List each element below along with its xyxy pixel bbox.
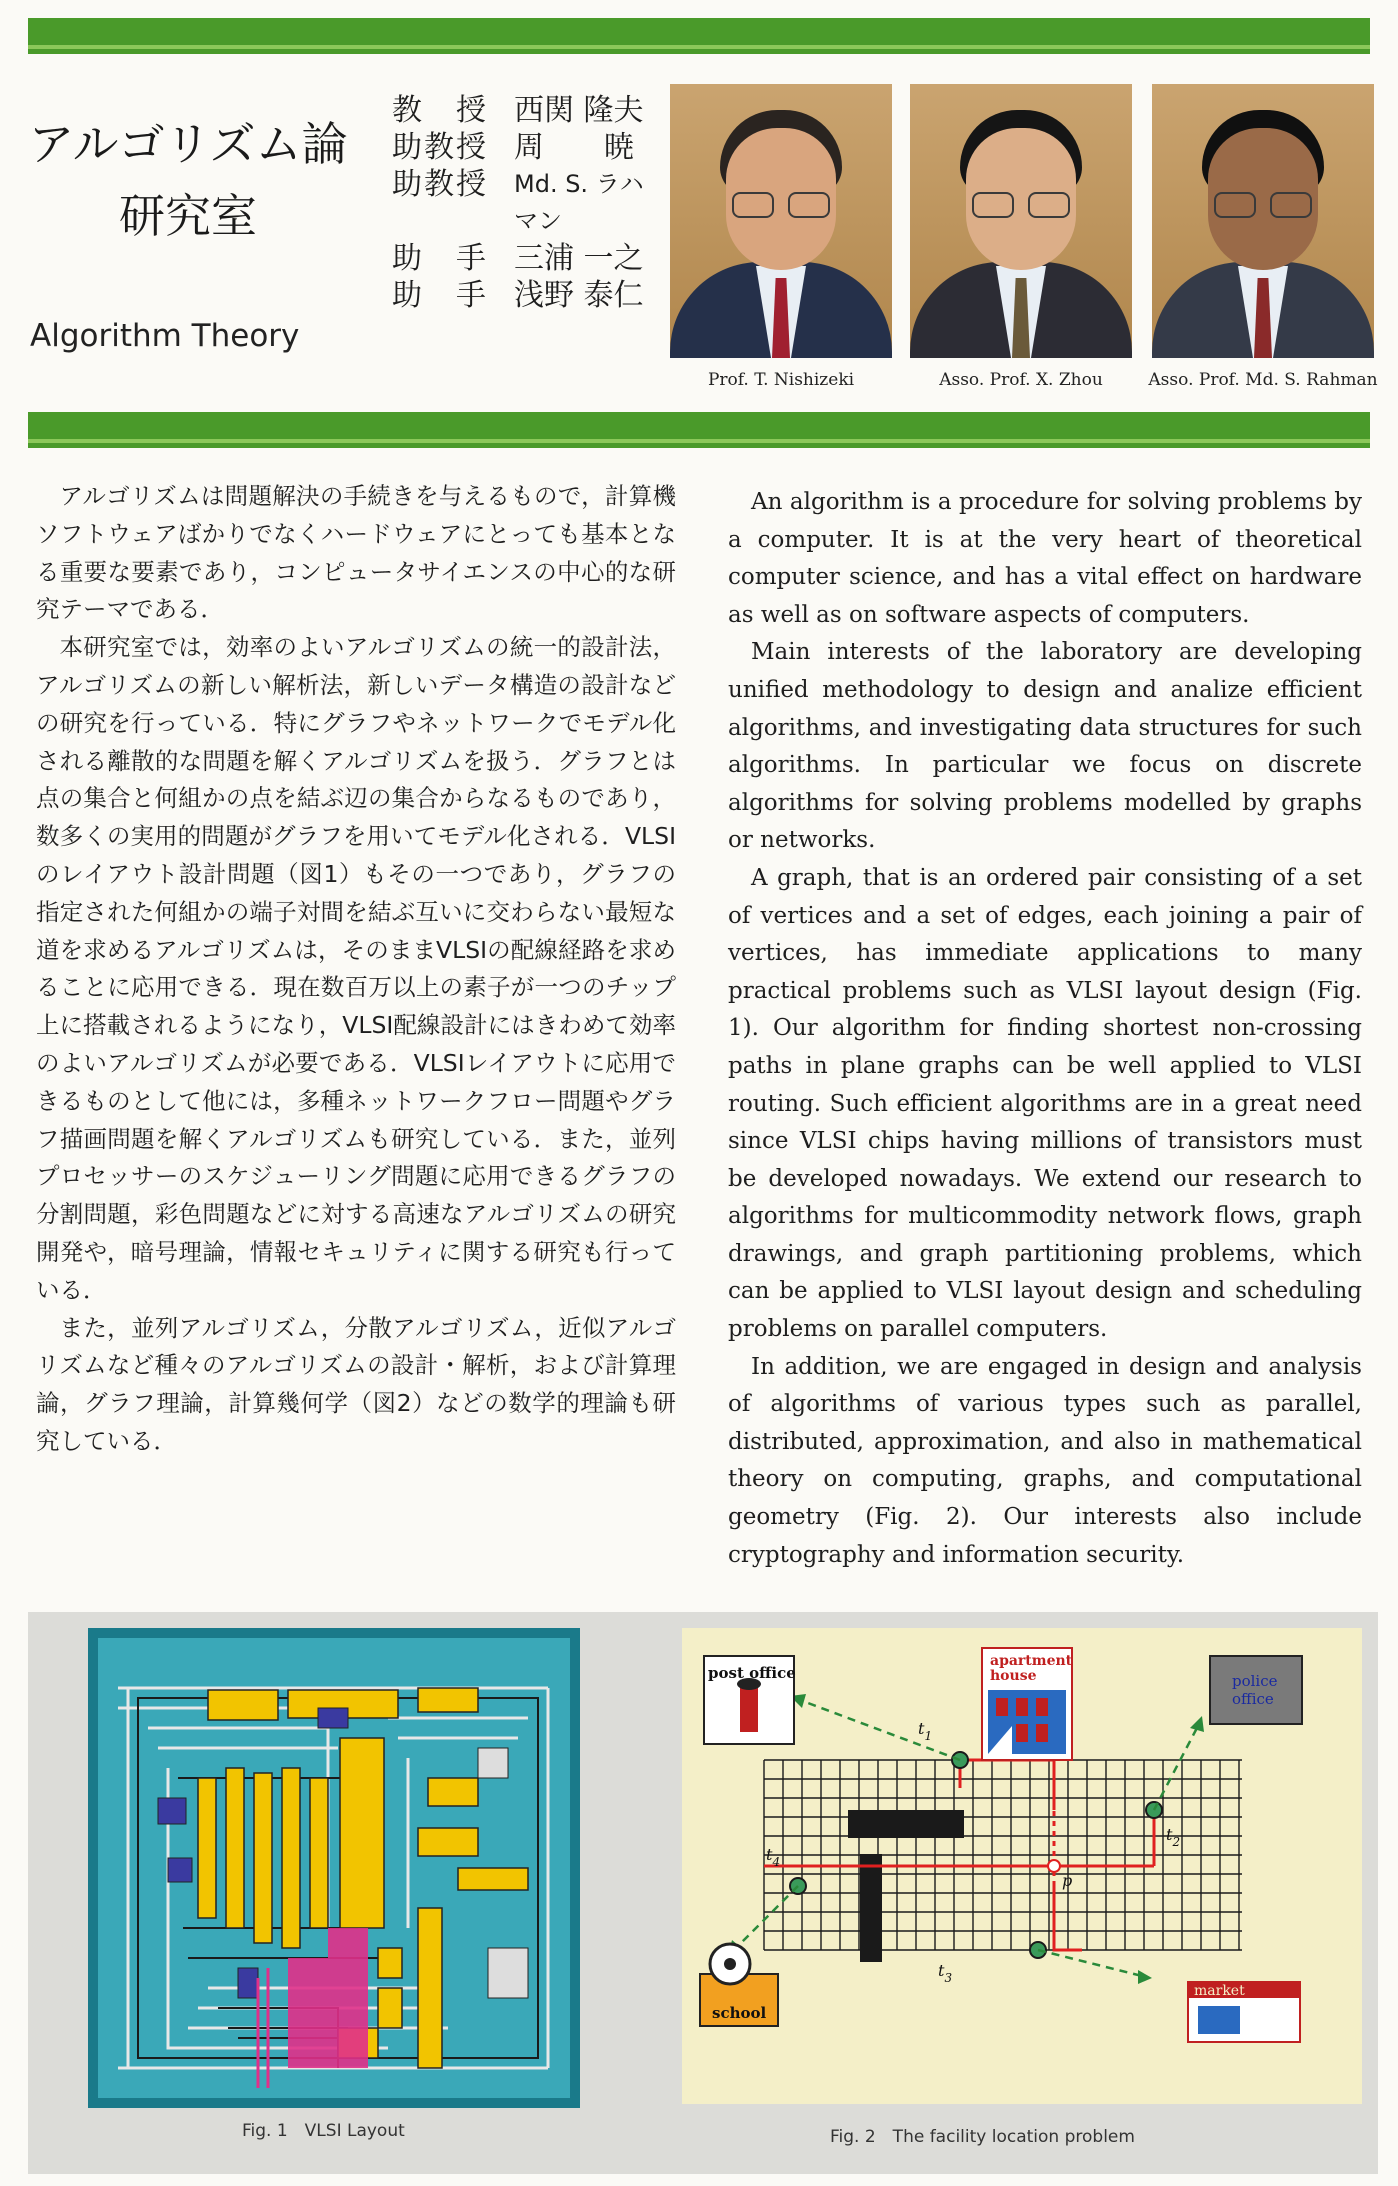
- apartment-label-line: apartment: [990, 1653, 1073, 1669]
- market-label: market: [1194, 1983, 1245, 1999]
- staff-position: 助教授: [392, 167, 488, 202]
- t2-label: $t_2$: [1166, 1825, 1181, 1849]
- jp-paragraph: アルゴリズムは問題解決の手続きを与えるもので，計算機ソフトウェアばかりでなくハードウェアにとっても基本となる重要な要素であり，コンピュータサイエンスの中心的な研究テーマである．: [36, 482, 676, 624]
- staff-name: 西関 隆夫: [514, 93, 644, 128]
- photo-caption: Prof. T. Nishizeki: [707, 370, 855, 390]
- police-label-line: office: [1232, 1690, 1274, 1708]
- staff-position: 教 授: [392, 93, 488, 128]
- staff-list: [392, 92, 654, 314]
- photo-caption: Asso. Prof. X. Zhou: [939, 370, 1103, 390]
- apartment-label-line: house: [990, 1668, 1037, 1684]
- lab-title-english: Algorithm Theory: [30, 318, 300, 354]
- p-label: p: [1062, 1871, 1073, 1890]
- t3-label: $t_3$: [938, 1961, 953, 1985]
- post-office-label: post office: [708, 1664, 796, 1682]
- staff-name: 浅野 泰仁: [514, 278, 644, 313]
- staff-position: 助教授: [392, 130, 488, 165]
- facility-location-figure: [682, 1628, 1362, 2104]
- staff-name: 周 暁: [514, 130, 634, 165]
- staff-row: [392, 129, 654, 166]
- fig1-caption: Fig. 1 VLSI Layout: [242, 2121, 405, 2141]
- t4-label: $t_4$: [766, 1845, 781, 1869]
- top-green-band: [28, 18, 1370, 54]
- fig2-caption: Fig. 2 The facility location problem: [830, 2127, 1135, 2147]
- english-body-text: [728, 484, 1362, 1574]
- staff-name: 三浦 一之: [514, 241, 644, 276]
- mid-green-band: [28, 412, 1370, 448]
- portrait-photo-rahman: [1152, 84, 1374, 358]
- en-paragraph: An algorithm is a procedure for solving problems by a computer. It is at the very heart of theoretical computer science, and has a vital effect on hardware as well as on software aspects of computers.: [728, 489, 1362, 628]
- lab-title-line2: 研究室: [119, 189, 257, 243]
- staff-position: 助 手: [392, 241, 488, 276]
- school-label: school: [712, 2004, 767, 2022]
- lab-title: [28, 108, 348, 252]
- japanese-body-text: [36, 478, 676, 1461]
- staff-row: [392, 240, 654, 277]
- jp-paragraph: また，並列アルゴリズム，分散アルゴリズム，近似アルゴリズムなど種々のアルゴリズムの設計・解析，および計算理論，グラフ理論，計算幾何学（図2）などの数学的理論も研究している．: [36, 1313, 676, 1455]
- staff-row: [392, 166, 654, 240]
- portrait-photo-zhou: [910, 84, 1132, 358]
- portrait-photo-nishizeki: [670, 84, 892, 358]
- staff-row: [392, 277, 654, 314]
- photo-caption: Asso. Prof. Md. S. Rahman: [1148, 370, 1378, 390]
- en-paragraph: Main interests of the laboratory are developing unified methodology to design and analize efficient algorithms, and investigating data structures for such algorithms. In particular we focus on discrete algorithms for solving problems modelled by graphs or networks.: [728, 639, 1362, 854]
- en-paragraph: A graph, that is an ordered pair consisting of a set of vertices and a set of edges, each joining a pair of vertices, has immediate applications to many practical problems such as VLSI layout design (Fig. 1). Our algorithm for finding shortest non-crossing paths in plane graphs can be well applied to VLSI routing. Such efficient algorithms are in a great need since VLSI chips having millions of transistors must be developed nowadays. We extend our research to algorithms for multicommodity network flows, graph drawings, and graph partitioning problems, which can be applied to VLSI layout design and scheduling problems on parallel computers.: [728, 864, 1362, 1343]
- jp-paragraph: 本研究室では，効率のよいアルゴリズムの統一的設計法，アルゴリズムの新しい解析法，新しいデータ構造の設計などの研究を行っている．特にグラフやネットワークでモデル化される離散的な問題を解くアルゴリズムを扱う．グラフとは点の集合と何組かの点を結ぶ辺の集合からなるものであり，数多くの実用的問題がグラフを用いてモデル化される．VLSIのレイアウト設計問題（図1）もその一つであり，グラフの指定された何組かの端子対間を結ぶ互いに交わらない最短な道を求めるアルゴリズムは，そのままVLSIの配線経路を求めることに応用できる．現在数百万以上の素子が一つのチップ上に搭載されるようになり，VLSI配線設計にはきわめて効率のよいアルゴリズムが必要である．VLSIレイアウトに応用できるものとして他には，多種ネットワークフロー問題やグラフ描画問題を解くアルゴリズムも研究している．また，並列プロセッサーのスケジューリング問題に応用できるグラフの分割問題，彩色問題などに対する高速なアルゴリズムの研究開発や，暗号理論，情報セキュリティに関する研究も行っている．: [36, 633, 676, 1304]
- staff-name: Md. S. ラハマン: [514, 170, 644, 235]
- police-label-line: police: [1232, 1672, 1278, 1690]
- lab-title-line1: アルゴリズム論: [28, 117, 348, 171]
- t1-label: $t_1$: [918, 1719, 933, 1743]
- vlsi-layout-figure: [88, 1628, 580, 2108]
- en-paragraph: In addition, we are engaged in design and analysis of algorithms of various types such as parallel, distributed, approximation, and also in mathematical theory on computing, graphs, and computational geometry (Fig. 2). Our interests also include cryptography and information security.: [728, 1353, 1362, 1568]
- staff-row: [392, 92, 654, 129]
- staff-position: 助 手: [392, 278, 488, 313]
